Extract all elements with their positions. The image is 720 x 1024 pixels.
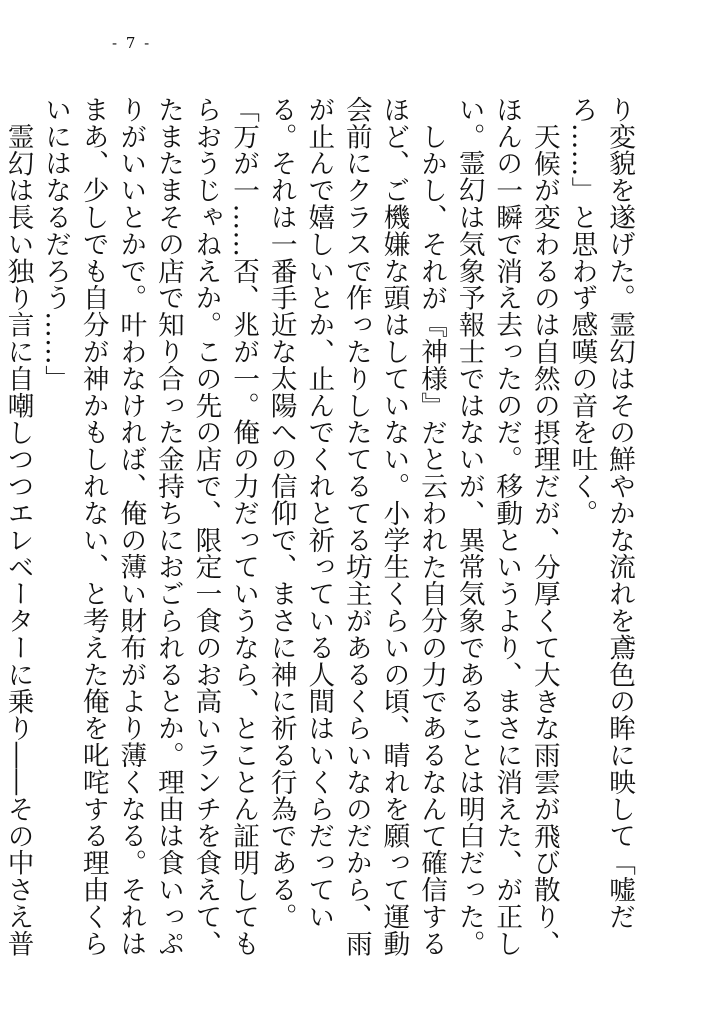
body-text xyxy=(2,96,638,958)
page-number: - 7 - xyxy=(112,34,152,52)
paragraph-4-dialogue: 「万が一……否、兆が一。俺の力だっていうなら、とことん証明してもらおうじゃねえか。この先の店で、限定一食のお高いランチを食えて、たまたまその店で知り合った金持ちにおごられるとか。理由は食いっぷりがいいとかで。叶わなければ、俺の薄い財布がより薄くなる。それはまあ、少しでも自分が神かもしれない、と考えた俺を叱咤する理由くらいにはなるだろう……」 xyxy=(40,96,260,957)
paragraph-2: 天候が変わるのは自然の摂理だが、分厚くて大きな雨雲が飛び散り、ほんの一瞬で消え去ったのだ。移動というより、まさに消えた、が正しい。霊幻は気象予報士ではないが、異常気象であることは明白だった。 xyxy=(453,96,560,957)
paragraph-1: り変貌を遂げた。霊幻はその鮮やかな流れを鳶色の眸に映して「嘘だろ……」と思わず感嘆の音を吐く。 xyxy=(566,96,635,930)
paragraph-3: しかし、それが『神様』だと云われた自分の力であるなんて確信するほど、ご機嫌な頭はしていない。小学生くらいの頃、晴れを願って運動会前にクラスで作ったりしたてるてる坊主があるくらいなのだから、雨が止んで嬉しいとか、止んでくれと祈っている人間はいくらだっている。それは一番手近な太陽への信仰で、まさに神に祈る行為である。 xyxy=(265,96,448,957)
paragraph-5: 霊幻は長い独り言に自嘲しつつエレベーターに乗り――その中さえ普 xyxy=(2,122,34,957)
